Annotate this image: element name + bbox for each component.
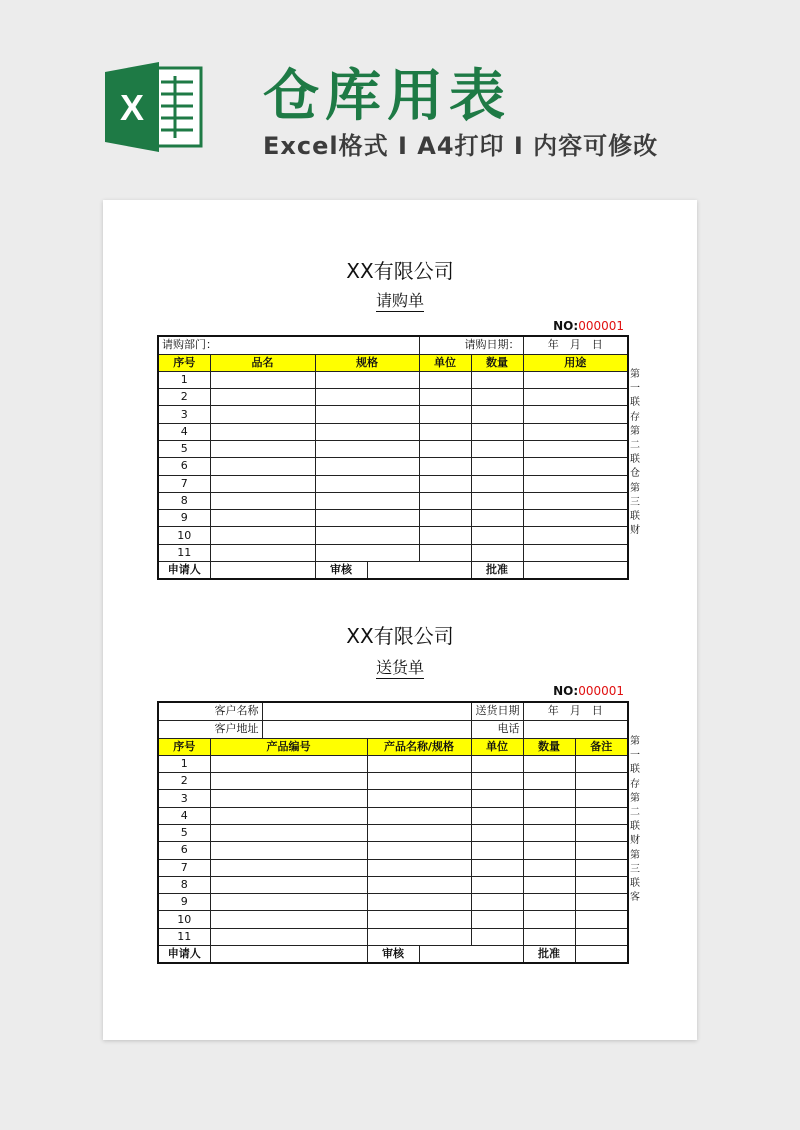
excel-logo-icon [103, 62, 203, 152]
delivery-serial-number: NO:000001 [553, 684, 624, 698]
table-row [158, 842, 628, 859]
table-row [158, 458, 628, 475]
header-cell: 用途 [523, 354, 628, 371]
send-date-value: 年 月 日 [523, 702, 628, 720]
row-number: 2 [158, 389, 210, 406]
row-number: 5 [158, 824, 210, 841]
row-number: 10 [158, 527, 210, 544]
delivery-table [157, 701, 629, 964]
approve-label: 批准 [523, 946, 575, 963]
row-number: 4 [158, 423, 210, 440]
phone-field[interactable] [523, 720, 628, 738]
purchase-company-name: XX有限公司 [346, 259, 454, 283]
send-date-label: 送货日期 [471, 702, 523, 720]
table-row [158, 824, 628, 841]
header-cell: 数量 [471, 354, 523, 371]
purchase-dept-label: 请购部门： [158, 336, 419, 354]
table-row [158, 807, 628, 824]
delivery-form-title: 送货单 [375, 658, 424, 677]
row-number: 3 [158, 406, 210, 423]
table-row [158, 423, 628, 440]
excel-logo-letter: X [119, 87, 145, 128]
customer-name-label: 客户名称 [158, 702, 262, 720]
customer-address-field[interactable] [262, 720, 471, 738]
applicant-field[interactable] [210, 946, 367, 963]
approve-label: 批准 [471, 562, 523, 579]
purchase-form-title: 请购单 [375, 291, 424, 310]
purchase-serial-number: NO:000001 [553, 319, 624, 333]
table-row [158, 755, 628, 772]
table-row [158, 894, 628, 911]
table-row [158, 371, 628, 388]
document-page [103, 200, 697, 1040]
approve-field[interactable] [523, 562, 628, 579]
row-number: 6 [158, 458, 210, 475]
applicant-field[interactable] [210, 562, 315, 579]
table-row [158, 440, 628, 457]
review-field[interactable] [367, 562, 471, 579]
table-row [158, 389, 628, 406]
delivery-copy-labels: 第一联存第二联财第三联客 [630, 736, 640, 904]
header-cell: 品名 [210, 354, 315, 371]
row-number: 11 [158, 928, 210, 945]
footer-row [158, 562, 628, 579]
header-cell: 单位 [471, 738, 523, 755]
review-label: 审核 [367, 946, 419, 963]
table-row [158, 911, 628, 928]
header-cell: 规格 [315, 354, 419, 371]
row-number: 7 [158, 475, 210, 492]
banner-subtitle: Excel格式 I A4打印 I 内容可修改 [263, 132, 659, 160]
header-cell: 序号 [158, 354, 210, 371]
customer-name-field[interactable] [262, 702, 471, 720]
table-row [158, 859, 628, 876]
purchase-date-label: 请购日期： [419, 336, 523, 354]
table-row [158, 790, 628, 807]
row-number: 3 [158, 790, 210, 807]
row-number: 4 [158, 807, 210, 824]
header-cell: 产品名称/规格 [367, 738, 471, 755]
row-number: 1 [158, 755, 210, 772]
header-cell: 数量 [523, 738, 575, 755]
row-number: 10 [158, 911, 210, 928]
row-number: 8 [158, 492, 210, 509]
row-number: 1 [158, 371, 210, 388]
row-number: 9 [158, 894, 210, 911]
row-number: 11 [158, 544, 210, 561]
header-cell: 产品编号 [210, 738, 367, 755]
delivery-company-name: XX有限公司 [346, 624, 454, 648]
phone-label: 电话 [471, 720, 523, 738]
purchase-table [157, 335, 629, 580]
table-row [158, 876, 628, 893]
header-cell: 备注 [575, 738, 628, 755]
footer-row [158, 946, 628, 963]
table-row [158, 406, 628, 423]
row-number: 6 [158, 842, 210, 859]
row-number: 7 [158, 859, 210, 876]
row-number: 8 [158, 876, 210, 893]
review-label: 审核 [315, 562, 367, 579]
header-cell: 序号 [158, 738, 210, 755]
applicant-label: 申请人 [158, 946, 210, 963]
header-cell: 单位 [419, 354, 471, 371]
table-row [158, 510, 628, 527]
table-row [158, 527, 628, 544]
row-number: 9 [158, 510, 210, 527]
customer-address-label: 客户地址 [158, 720, 262, 738]
purchase-date-value: 年 月 日 [523, 336, 628, 354]
purchase-copy-labels: 第一联存第二联仓第三联财 [630, 369, 640, 537]
review-field[interactable] [419, 946, 523, 963]
approve-field[interactable] [575, 946, 628, 963]
table-row [158, 928, 628, 945]
table-row [158, 492, 628, 509]
row-number: 5 [158, 440, 210, 457]
table-row [158, 475, 628, 492]
table-row [158, 773, 628, 790]
table-row [158, 544, 628, 561]
banner-title: 仓库用表 [263, 64, 511, 129]
applicant-label: 申请人 [158, 562, 210, 579]
row-number: 2 [158, 773, 210, 790]
